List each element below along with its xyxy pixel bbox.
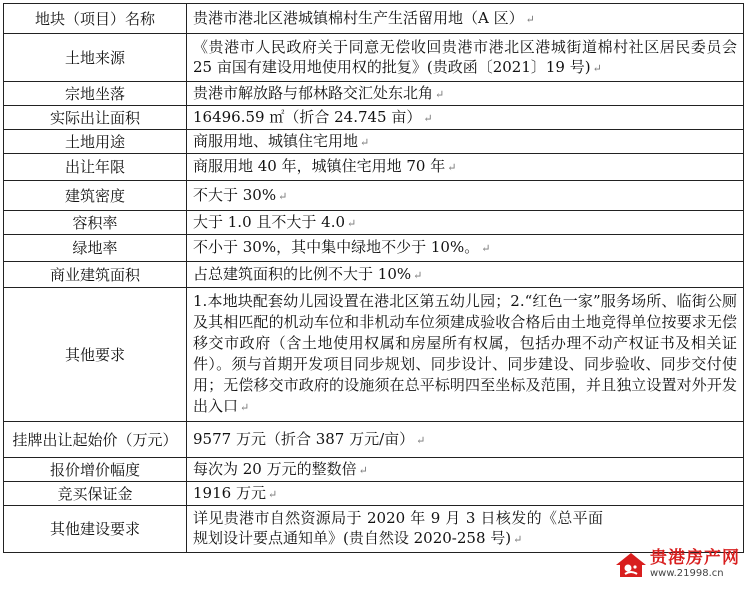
- row-label: 竞买保证金: [4, 482, 187, 506]
- row-label: 商业建筑面积: [4, 262, 187, 288]
- return-mark: ↵: [360, 135, 370, 149]
- row-label: 容积率: [4, 211, 187, 235]
- table-row: [4, 181, 744, 211]
- table-row: [4, 34, 744, 82]
- row-value: 9577 万元（折合 387 万元/亩） ↵: [187, 422, 744, 458]
- row-value: 1.本地块配套幼儿园设置在港北区第五幼儿园；2.“红色一家”服务场所、临街公厕及其相匹配的机动车位和非机动车位须建成验收合格后由土地竞得单位按要求无偿移交市政府（含土地使用权属和房屋所有权属，包括办理不动产权证书及相关证件）。须与首期开发项目同步规划、同步设计、同步建设、同步验收、同步交付使用；无偿移交市政府的设施须在总平标明四至坐标及范围，并且独立设置对外开发出入口 ↵: [187, 288, 744, 422]
- return-mark: ↵: [423, 111, 433, 125]
- row-label: 绿地率: [4, 235, 187, 262]
- row-label: 实际出让面积: [4, 106, 187, 130]
- return-mark: ↵: [435, 87, 445, 101]
- table-row: [4, 262, 744, 288]
- return-mark: ↵: [592, 61, 602, 75]
- return-mark: ↵: [240, 401, 250, 414]
- row-value: 贵港市解放路与郁林路交汇处东北角 ↵: [187, 82, 744, 106]
- return-mark: ↵: [278, 189, 288, 203]
- table-row: [4, 106, 744, 130]
- return-mark: ↵: [413, 268, 423, 282]
- row-value: 占总建筑面积的比例不大于 10% ↵: [187, 262, 744, 288]
- site-watermark: [614, 545, 742, 583]
- table-row: [4, 154, 744, 181]
- row-label: 土地来源: [4, 34, 187, 82]
- row-value: 商服用地、城镇住宅用地 ↵: [187, 130, 744, 154]
- return-mark: ↵: [481, 242, 491, 255]
- table-row: [4, 422, 744, 458]
- land-info-table: [3, 3, 744, 553]
- row-value: 1916 万元 ↵: [187, 482, 744, 506]
- row-value: 每次为 20 万元的整数倍 ↵: [187, 458, 744, 482]
- row-value: 商服用地 40 年，城镇住宅用地 70 年 ↵: [187, 154, 744, 181]
- row-value: 不大于 30% ↵: [187, 181, 744, 211]
- table-row: [4, 211, 744, 235]
- table-row: [4, 482, 744, 506]
- return-mark: ↵: [416, 433, 426, 447]
- row-label: 报价增价幅度: [4, 458, 187, 482]
- row-label: 建筑密度: [4, 181, 187, 211]
- row-label: 其他建设要求: [4, 506, 187, 553]
- return-mark: ↵: [267, 487, 278, 501]
- table-row: [4, 458, 744, 482]
- row-label: 其他要求: [4, 288, 187, 422]
- return-mark: ↵: [347, 216, 357, 230]
- row-value: 不小于 30%，其中集中绿地不少于 10%。 ↵: [187, 235, 744, 262]
- watermark-url: www.21998.cn: [650, 568, 724, 579]
- return-mark: ↵: [525, 12, 535, 26]
- return-mark: ↵: [358, 463, 368, 477]
- row-label: 出让年限: [4, 154, 187, 181]
- table-row: [4, 4, 744, 34]
- row-value: 《贵港市人民政府关于同意无偿收回贵港市港北区港城街道棉村社区居民委员会 25 亩国有建设用地使用权的批复》(贵政函〔2021〕19 号) ↵: [187, 34, 744, 82]
- row-label: 地块（项目）名称: [4, 4, 187, 34]
- row-value: 贵港市港北区港城镇棉村生产生活留用地（A 区） ↵: [187, 4, 744, 34]
- table-row: [4, 235, 744, 262]
- row-value: 大于 1.0 且不大于 4.0 ↵: [187, 211, 744, 235]
- row-label: 宗地坐落: [4, 82, 187, 106]
- watermark-name: 贵港房产网: [650, 548, 740, 568]
- table-row: [4, 82, 744, 106]
- table-row: [4, 130, 744, 154]
- return-mark: ↵: [447, 161, 457, 174]
- row-label: 挂牌出让起始价（万元）: [4, 422, 187, 458]
- row-value: 详见贵港市自然资源局于 2020 年 9 月 3 日核发的《总平面规划设计要点通知单》(贵自然设 2020-258 号) ↵: [187, 506, 744, 553]
- table-row: [4, 288, 744, 422]
- house-dog-logo-icon: [614, 549, 648, 579]
- return-mark: ↵: [513, 533, 523, 546]
- row-value: 16496.59 ㎡（折合 24.745 亩） ↵: [187, 106, 744, 130]
- row-label: 土地用途: [4, 130, 187, 154]
